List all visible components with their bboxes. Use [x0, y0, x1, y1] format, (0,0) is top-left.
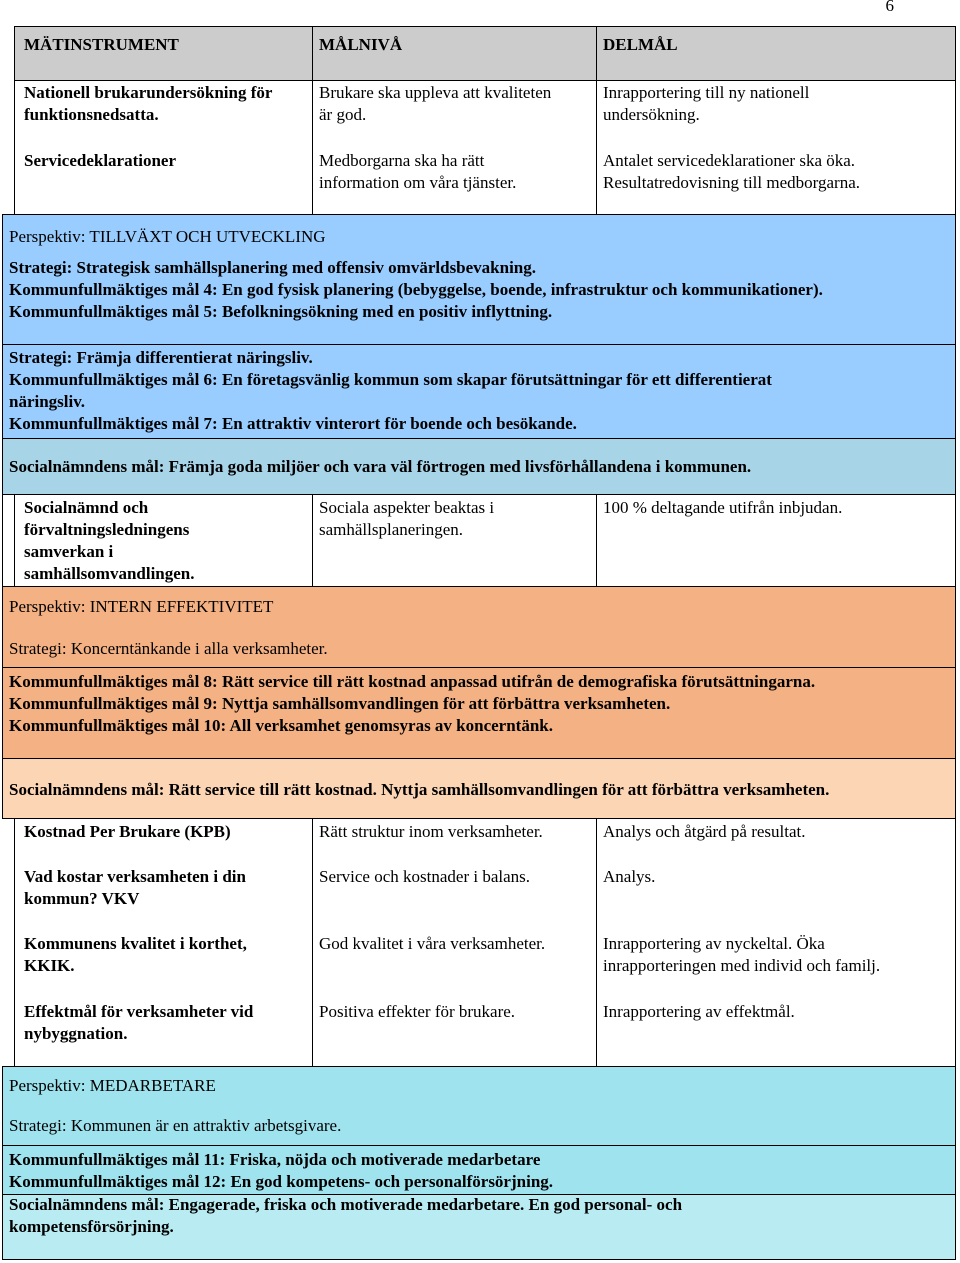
row-subgoal: Inrapportering till ny nationell undersökning. [603, 83, 810, 124]
row-instrument: Nationell brukarundersökning för funktionsnedsatta. [24, 83, 273, 124]
goal-text: Kommunfullmäktiges mål 5: Befolkningsökning med en positiv inflyttning. [9, 302, 553, 321]
goal-text: Kommunfullmäktiges mål 8: Rätt service till rätt kostnad anpassad utifrån de demografiska förutsättningarna. [9, 672, 816, 691]
strategy-text: Strategi: Koncerntänkande i alla verksamheter. [9, 639, 328, 658]
row-instrument: Vad kostar verksamheten i din kommun? VKV [24, 867, 246, 908]
row-subgoal: 100 % deltagande utifrån inbjudan. [603, 498, 843, 517]
goal-text: Kommunfullmäktiges mål 10: All verksamhet genomsyras av koncerntänk. [9, 716, 553, 735]
row-subgoal: Inrapportering av effektmål. [603, 1002, 795, 1021]
social-goal-text: Socialnämndens mål: Främja goda miljöer och vara väl förtrogen med livsförhållandena i kommunen. [9, 457, 752, 476]
row-level: Medborgarna ska ha rätt information om våra tjänster. [319, 151, 517, 192]
header-col-instrument: MÄTINSTRUMENT [24, 35, 179, 54]
row-level: Service och kostnader i balans. [319, 867, 531, 886]
row-instrument: Kommunens kvalitet i korthet, KKIK. [24, 934, 247, 975]
row-level: Positiva effekter för brukare. [319, 1002, 516, 1021]
row-subgoal: Antalet servicedeklarationer ska öka. Resultatredovisning till medborgarna. [603, 151, 861, 192]
perspective-title: Perspektiv: TILLVÄXT OCH UTVECKLING [9, 227, 326, 246]
perspective-title: Perspektiv: INTERN EFFEKTIVITET [9, 597, 274, 616]
row-instrument: Socialnämnd och förvaltningsledningens samverkan i samhällsomvandlingen. [24, 498, 195, 583]
page-number: 6 [885, 0, 894, 15]
perspective-title: Perspektiv: MEDARBETARE [9, 1076, 216, 1095]
header-col-level: MÅLNIVÅ [319, 35, 403, 54]
strategy-text: Strategi: Kommunen är en attraktiv arbetsgivare. [9, 1116, 342, 1135]
goal-text: Kommunfullmäktiges mål 4: En god fysisk planering (bebyggelse, boende, infrastruktur och kommunikationer). [9, 280, 823, 299]
row-instrument: Kostnad Per Brukare (KPB) [24, 822, 231, 841]
row-subgoal: Analys. [603, 867, 656, 886]
strategy-text: Strategi: Strategisk samhällsplanering med offensiv omvärldsbevakning. [9, 258, 537, 277]
goal-text: Kommunfullmäktiges mål 7: En attraktiv vinterort för boende och besökande. [9, 414, 577, 433]
goal-text: näringsliv. [9, 392, 86, 411]
goal-text: Kommunfullmäktiges mål 6: En företagsvänlig kommun som skapar förutsättningar för ett differentierat [9, 370, 772, 389]
goal-text: Kommunfullmäktiges mål 11: Friska, nöjda och motiverade medarbetare [9, 1150, 541, 1169]
goal-text: Kommunfullmäktiges mål 9: Nyttja samhällsomvandlingen för att förbättra verksamheten. [9, 694, 671, 713]
row-instrument: Effektmål för verksamheter vid nybyggnation. [24, 1002, 254, 1043]
row-subgoal: Analys och åtgärd på resultat. [603, 822, 806, 841]
social-goal-text: Socialnämndens mål: Engagerade, friska och motiverade medarbetare. En god personal- och [9, 1195, 683, 1214]
header-col-subgoal: DELMÅL [603, 35, 678, 54]
strategy-text: Strategi: Främja differentierat näringsliv. [9, 348, 313, 367]
social-goal-text: Socialnämndens mål: Rätt service till rätt kostnad. Nyttja samhällsomvandlingen för att förbättra verksamheten. [9, 780, 830, 799]
goal-text: Kommunfullmäktiges mål 12: En god kompetens- och personalförsörjning. [9, 1172, 554, 1191]
row-subgoal: Inrapportering av nyckeltal. Öka inrapporteringen med individ och familj. [603, 934, 881, 975]
row-level: God kvalitet i våra verksamheter. [319, 934, 546, 953]
row-level: Rätt struktur inom verksamheter. [319, 822, 543, 841]
row-instrument: Servicedeklarationer [24, 151, 177, 170]
row-level: Sociala aspekter beaktas i samhällsplaneringen. [319, 498, 495, 539]
social-goal-text: kompetensförsörjning. [9, 1217, 174, 1236]
row-level: Brukare ska uppleva att kvaliteten är god. [319, 83, 552, 124]
